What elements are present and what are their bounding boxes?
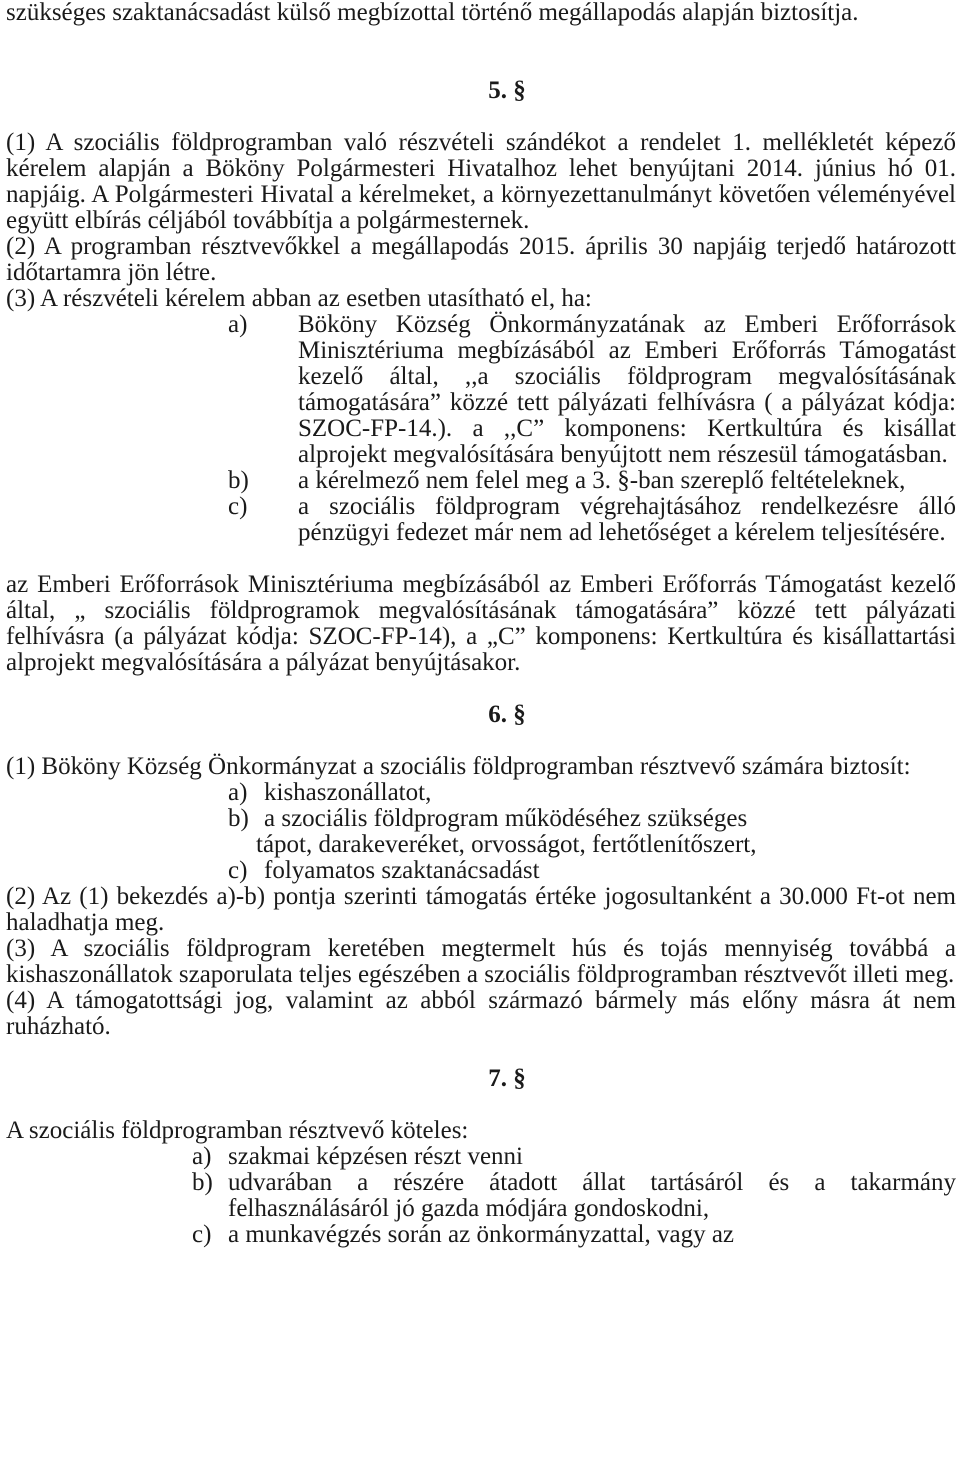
s6-paragraph-3: (3) A szociális földprogram keretében megtermelt hús és tojás mennyiség továbbá a kishaszonállatok szaporulata teljes egészében a szociális földprogramban résztvevőt illeti meg.	[6, 935, 956, 988]
list-item-label: c)	[228, 857, 248, 884]
list-item	[228, 780, 956, 806]
list-item-text: szakmai képzésen részt venni	[228, 1143, 524, 1170]
s5-paragraph-3: (3) A részvételi kérelem abban az esetben utasítható el, ha:	[6, 285, 592, 312]
list-item	[192, 1170, 956, 1222]
list-item-text: udvarában a részére átadott állat tartásáról és a takarmány felhasználásáról jó gazda módjára gondoskodni,	[228, 1169, 956, 1222]
list-item-label: b)	[228, 467, 249, 494]
section-5-heading: 5. §	[488, 77, 526, 104]
list-item-label: a)	[228, 311, 248, 338]
list-item-text: kishaszonállatot,	[264, 779, 432, 806]
list-item-label: c)	[192, 1221, 212, 1248]
list-item-label: b)	[192, 1169, 213, 1196]
s5-list	[6, 312, 956, 546]
list-item-text: folyamatos szaktanácsadást	[264, 857, 540, 884]
list-item	[192, 1222, 956, 1248]
s6-paragraph-4: (4) A támogatottsági jog, valamint az abból származó bármely más előny másra át nem ruházható.	[6, 987, 956, 1040]
s5-paragraph-2: (2) A programban résztvevőkkel a megállapodás 2015. április 30 napjáig terjedő határozott időtartamra jön létre.	[6, 233, 956, 286]
list-item-text: a szociális földprogram működéséhez szükséges	[264, 805, 748, 832]
list-item	[228, 806, 956, 832]
list-item	[192, 1144, 956, 1170]
intro-paragraph: szükséges szaktanácsadást külső megbízottal történő megállapodás alapján biztosítja.	[6, 0, 859, 26]
s7-paragraph-1: A szociális földprogramban résztvevő köteles:	[6, 1117, 469, 1144]
list-item-text: a munkavégzés során az önkormányzattal, vagy az	[228, 1221, 735, 1248]
list-item-text: a kérelmező nem felel meg a 3. §-ban szereplő feltételeknek,	[298, 467, 906, 494]
list-item-continuation: tápot, darakeveréket, orvosságot, fertőtlenítőszert,	[256, 831, 757, 858]
list-item-label: b)	[228, 805, 249, 832]
list-item-text: a szociális földprogram végrehajtásához rendelkezésre álló pénzügyi fedezet már nem ad lehetőséget a kérelem teljesítésére.	[298, 493, 956, 546]
s6-paragraph-1: (1) Bököny Község Önkormányzat a szociális földprogramban résztvevő számára biztosít:	[6, 753, 911, 780]
list-item-label: a)	[192, 1143, 212, 1170]
list-item	[228, 858, 956, 884]
list-item	[228, 494, 956, 546]
s6-paragraph-2: (2) Az (1) bekezdés a)-b) pontja szerinti támogatás értéke jogosultanként a 30.000 Ft-ot nem haladhatja meg.	[6, 883, 956, 936]
section-7-heading: 7. §	[488, 1065, 526, 1092]
list-item	[228, 468, 956, 494]
s5-paragraph-4: az Emberi Erőforrások Minisztériuma megbízásából az Emberi Erőforrás Támogatást kezelő által, „ szociális földprogramok megvalósításának támogatására” közzé tett pályázati felhívásra (a pályázat kódja: SZOC-FP-14), a „C” komponens: Kertkultúra és kisállattartási alprojekt megvalósítására a pályázat benyújtásakor.	[6, 571, 956, 676]
list-item-label: c)	[228, 493, 248, 520]
list-item-label: a)	[228, 779, 248, 806]
document-page	[6, 0, 956, 1248]
section-6-heading: 6. §	[488, 701, 526, 728]
s7-list	[6, 1144, 956, 1248]
list-item-text: Bököny Község Önkormányzatának az Emberi Erőforrások Minisztériuma megbízásából az Emberi Erőforrás Támogatást kezelő által, ,,a szociális földprogram megvalósításának támogatására” közzé tett pályázati felhívásra ( a pályázat kódja: SZOC-FP-14.). a ,,C” komponens: Kertkultúra és kisállat alprojekt megvalósítására benyújtott nem részesül támogatásban.	[298, 311, 956, 468]
s5-paragraph-1: (1) A szociális földprogramban való részvételi szándékot a rendelet 1. mellékletét képező kérelem alapján a Bököny Polgármesteri Hivatalhoz lehet benyújtani 2014. június hó 01. napjáig. A Polgármesteri Hivatal a kérelmeket, a környezettanulmányt követően véleményével együtt elbírás céljából továbbítja a polgármesternek.	[6, 129, 956, 234]
list-item	[228, 312, 956, 468]
s6-list	[6, 780, 956, 884]
